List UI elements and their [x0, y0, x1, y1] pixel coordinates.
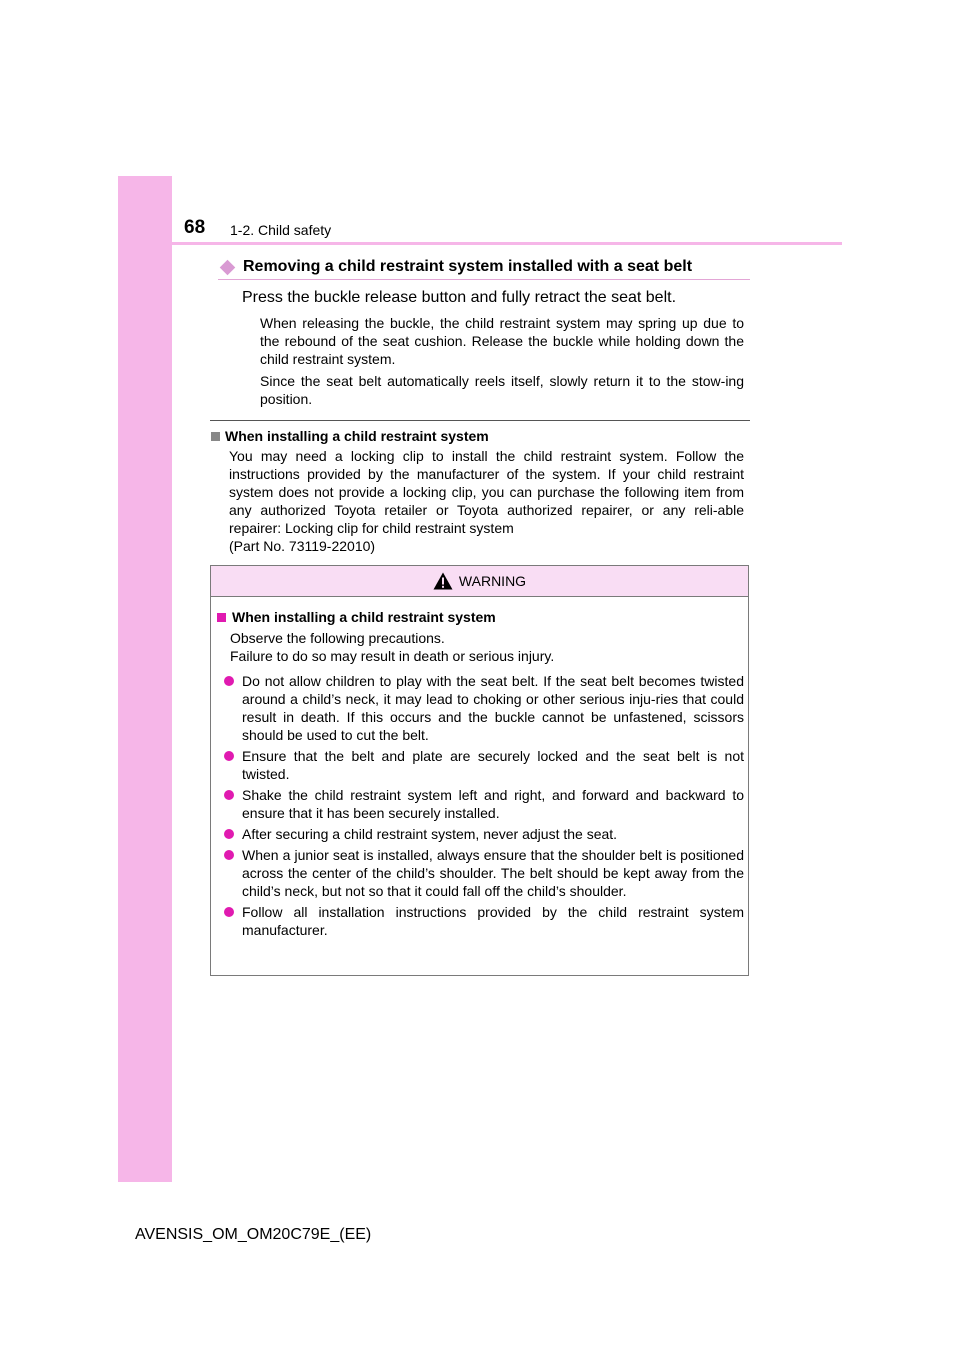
square-bullet-icon	[217, 613, 226, 622]
header-rule	[118, 242, 842, 245]
section-title: 1-2. Child safety	[230, 222, 332, 238]
warning-list	[223, 672, 744, 942]
bullet-dot-icon	[224, 790, 234, 800]
subsection-title: Removing a child restraint system installed with a seat belt	[243, 258, 693, 275]
warning-triangle-icon	[433, 572, 453, 590]
warning-item-text: Do not allow children to play with the seat belt. If the seat belt becomes twisted around a child’s neck, it may lead to choking or other serious inju-ries that could result in death. If this occurs and the buckle cannot be unfastened, scissors should be used to cut the belt.	[242, 673, 744, 743]
step-instruction: Press the buckle release button and fully retract the seat belt.	[242, 289, 677, 306]
bullet-dot-icon	[224, 907, 234, 917]
diamond-icon	[220, 259, 236, 275]
warning-intro: Failure to do so may result in death or serious injury.	[230, 648, 555, 664]
warning-box	[210, 565, 749, 976]
info-body	[229, 447, 744, 555]
chapter-side-tab	[118, 176, 172, 1182]
info-paragraph: You may need a locking clip to install the child restraint system. Follow the instructions provided by the manufacturer of the system. If your child restraint system does not provide a locking clip, you can purchase the following item from any authorized Toyota retailer or Toyota authorized repairer, or any reli-able repairer: Locking clip for child restraint system	[229, 448, 744, 536]
info-part-number: (Part No. 73119-22010)	[229, 538, 376, 554]
bullet-dot-icon	[224, 829, 234, 839]
warning-item-text: When a junior seat is installed, always ensure that the shoulder belt is positioned across the center of the child’s shoulder. The belt should be kept away from the child’s neck, but not so that it could fall off the child’s shoulder.	[242, 847, 744, 899]
warning-intro: Observe the following precautions.	[230, 630, 445, 646]
warning-item-text: Ensure that the belt and plate are securely locked and the seat belt is not twisted.	[242, 748, 744, 782]
info-heading-text: When installing a child restraint system	[225, 428, 489, 444]
square-bullet-icon	[211, 432, 220, 441]
warning-item	[223, 747, 744, 783]
subsection-heading	[218, 255, 750, 280]
warning-item	[223, 786, 744, 822]
section-divider	[210, 420, 750, 421]
warning-item	[223, 672, 744, 744]
page-number: 68	[184, 217, 206, 238]
warning-item	[223, 846, 744, 900]
bullet-dot-icon	[224, 676, 234, 686]
warning-item-text: Shake the child restraint system left and right, and forward and backward to ensure that it has been securely installed.	[242, 787, 744, 821]
warning-header	[211, 566, 748, 597]
warning-item	[223, 903, 744, 939]
warning-item-text: Follow all installation instructions provided by the child restraint system manufacturer.	[242, 904, 744, 938]
step-note: Since the seat belt automatically reels itself, slowly return it to the stow-ing position.	[260, 373, 744, 407]
warning-title: WARNING	[458, 573, 527, 589]
warning-item	[223, 825, 744, 843]
warning-heading-text: When installing a child restraint system	[232, 609, 496, 625]
warning-heading	[215, 609, 496, 625]
step-note: When releasing the buckle, the child restraint system may spring up due to the rebound of the seat cushion. Release the buckle while holding down the child restraint system.	[260, 315, 744, 367]
info-heading	[210, 428, 489, 444]
footer-document-code: AVENSIS_OM_OM20C79E_(EE)	[135, 1226, 372, 1243]
bullet-dot-icon	[224, 850, 234, 860]
bullet-dot-icon	[224, 751, 234, 761]
warning-item-text: After securing a child restraint system, never adjust the seat.	[242, 826, 618, 842]
